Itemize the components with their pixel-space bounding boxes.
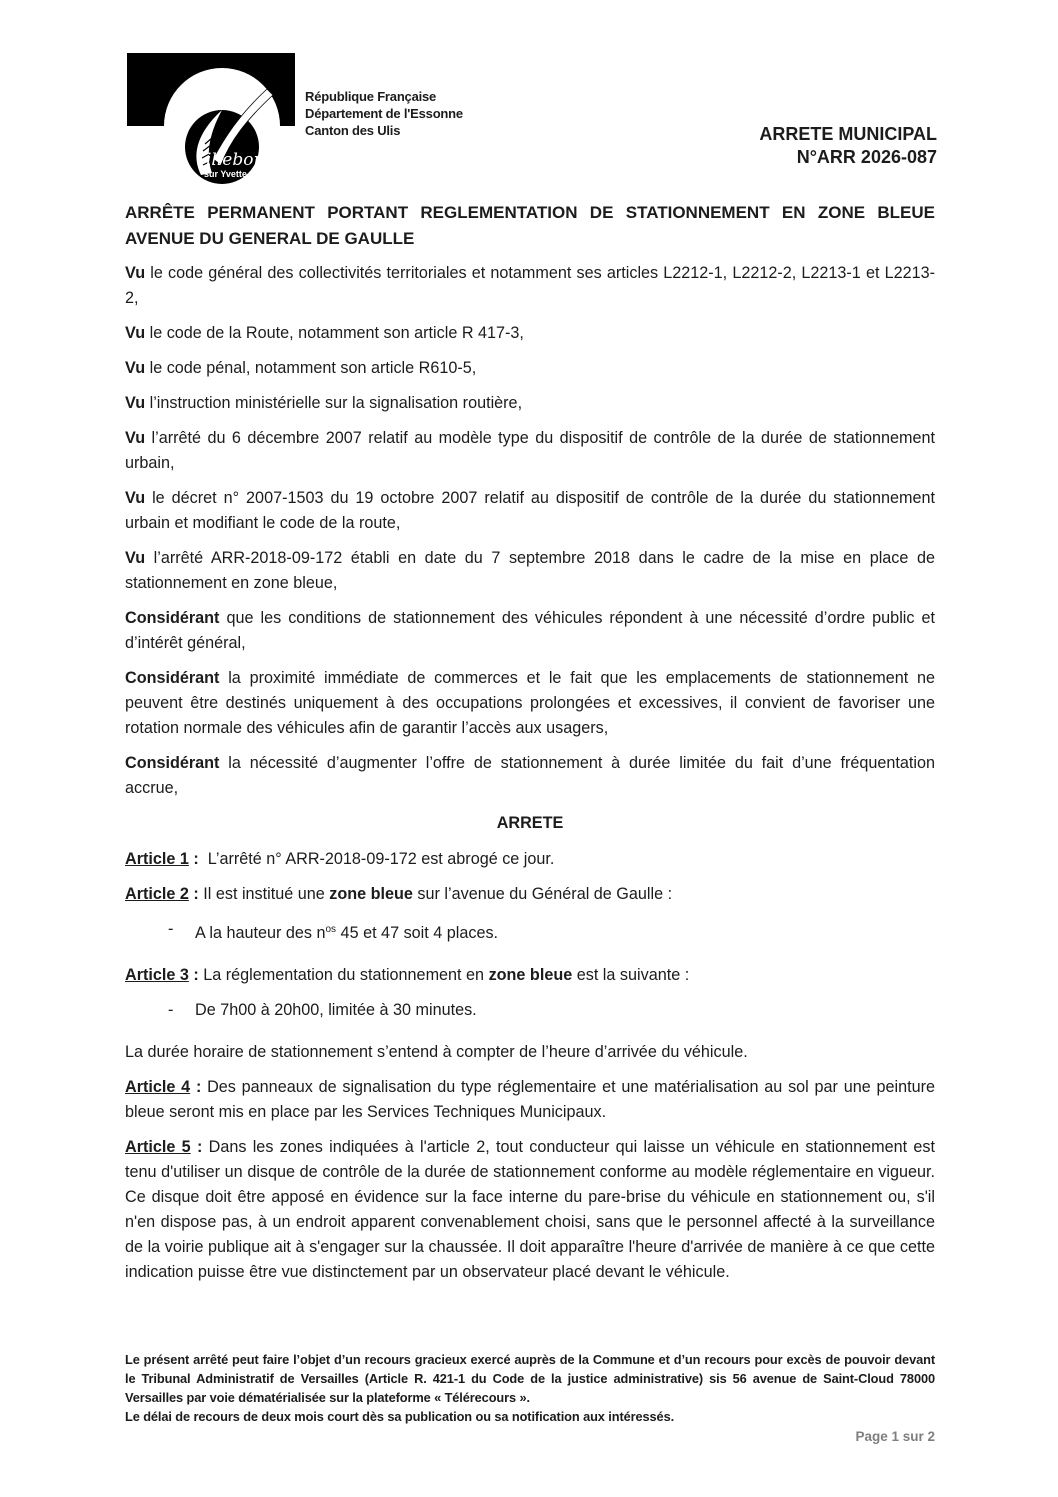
recital-vu-1: Vu le code général des collectivités territoriales et notamment ses articles L2212-1, L2212-2, L2213-1 et L2213-2, [125, 264, 935, 307]
logo-script-text: illebon [206, 150, 265, 170]
recital-vu-6: Vu le décret n° 2007-1503 du 19 octobre 2007 relatif au dispositif de contrôle de la durée du stationnement urbain et modifiant le code de la route, [125, 489, 935, 532]
recital-vu-4: Vu l’instruction ministérielle sur la signalisation routière, [125, 394, 523, 412]
document-title: ARRÊTE PERMANENT PORTANT REGLEMENTATION DE STATIONNEMENT EN ZONE BLEUE AVENUE DU GENERAL DE GAULLE [125, 203, 935, 248]
document-body [125, 200, 935, 1295]
authority-lines [305, 88, 463, 139]
authority-line-republique: République Française [305, 89, 437, 104]
recital-considerant-3: Considérant la nécessité d’augmenter l’offre de stationnement à durée limitée du fait d’une fréquentation accrue, [125, 754, 935, 797]
page-number: Page 1 sur 2 [855, 1429, 935, 1444]
article-3-item [125, 998, 935, 1023]
villebon-logo [127, 53, 297, 193]
villebon-logo-icon [127, 53, 297, 193]
article-1: Article 1 : L’arrêté n° ARR-2018-09-172 est abrogé ce jour. [125, 850, 555, 868]
recital-considerant-2: Considérant la proximité immédiate de commerces et le fait que les emplacements de stationnement ne peuvent être destinés uniquement à des occupations prolongées et excessives, il convient de favoriser une rotation normale des véhicules afin de garantir l’accès aux usagers, [125, 669, 935, 737]
article-2: Article 2 : Il est institué une zone bleue sur l’avenue du Général de Gaulle : [125, 885, 673, 903]
legal-notice: Le présent arrêté peut faire l’objet d’un recours gracieux exercé auprès de la Commune et d’un recours pour excès de pouvoir devant le Tribunal Administratif de Versailles (Article R. 421-1 du Code de la justice administrative) sis 56 avenue de Saint-Cloud 78000 Versailles par voie dématérialisée sur la plateforme « Télérecours ». [125, 1352, 935, 1405]
duration-note: La durée horaire de stationnement s’entend à compter de l’heure d’arrivée du véhicule. [125, 1043, 748, 1061]
bullet-text: A la hauteur des $n^{os}$ 45 et 47 soit 4 places. [195, 924, 499, 942]
decision-heading: ARRETE [496, 814, 564, 832]
logo-subtitle-text: sur Yvette [204, 169, 247, 179]
article-5: Article 5 : Dans les zones indiquées à l'article 2, tout conducteur qui laisse un véhicule en stationnement est tenu d'utiliser un disque de contrôle de la durée de stationnement conforme au modèle réglementaire en vigueur. Ce disque doit être apposé en évidence sur la face interne du pare-brise du véhicule en stationnement ou, s'il n'en dispose pas, à un endroit apparent convenablement choisi, sans que le personnel affecté à la surveillance de la voirie publique ait à s'engager sur la chaussée. Il doit apparaître l'heure d'arrivée de manière à ce que cette indication puisse être vue distinctement par un observateur placé devant le véhicule. [125, 1138, 935, 1281]
document-blocks [125, 261, 935, 1285]
bullet-text: De 7h00 à 20h00, limitée à 30 minutes. [195, 1001, 477, 1019]
article-3: Article 3 : La réglementation du stationnement en zone bleue est la suivante : [125, 966, 690, 984]
recital-vu-5: Vu l’arrêté du 6 décembre 2007 relatif au modèle type du dispositif de contrôle de la durée de stationnement urbain, [125, 429, 935, 472]
authority-line-departement: Département de l'Essonne [305, 106, 463, 121]
document-footer [125, 1350, 935, 1444]
decree-type: ARRETE MUNICIPAL [759, 124, 937, 144]
article-4: Article 4 : Des panneaux de signalisation du type réglementaire et une matérialisation au sol par une peinture bleue seront mis en place par les Services Techniques Municipaux. [125, 1078, 935, 1121]
article-2-item [125, 917, 935, 946]
legal-notice-delay: Le délai de recours de deux mois court dès sa publication ou sa notification aux intéressés. [125, 1409, 675, 1424]
bullet-dash: - [168, 920, 174, 938]
decree-number: N°ARR 2026-087 [796, 147, 937, 167]
decree-reference [759, 123, 937, 169]
recital-vu-2: Vu le code de la Route, notamment son article R 417-3, [125, 324, 524, 342]
recital-considerant-1: Considérant que les conditions de stationnement des véhicules répondent à une nécessité d’ordre public et d’intérêt général, [125, 609, 935, 652]
recital-vu-3: Vu le code pénal, notamment son article R610-5, [125, 359, 477, 377]
recital-vu-7: Vu l’arrêté ARR-2018-09-172 établi en date du 7 septembre 2018 dans le cadre de la mise en place de stationnement en zone bleue, [125, 549, 935, 592]
document-header [127, 53, 937, 203]
bullet-dash: - [168, 1001, 174, 1019]
authority-line-canton: Canton des Ulis [305, 123, 401, 138]
